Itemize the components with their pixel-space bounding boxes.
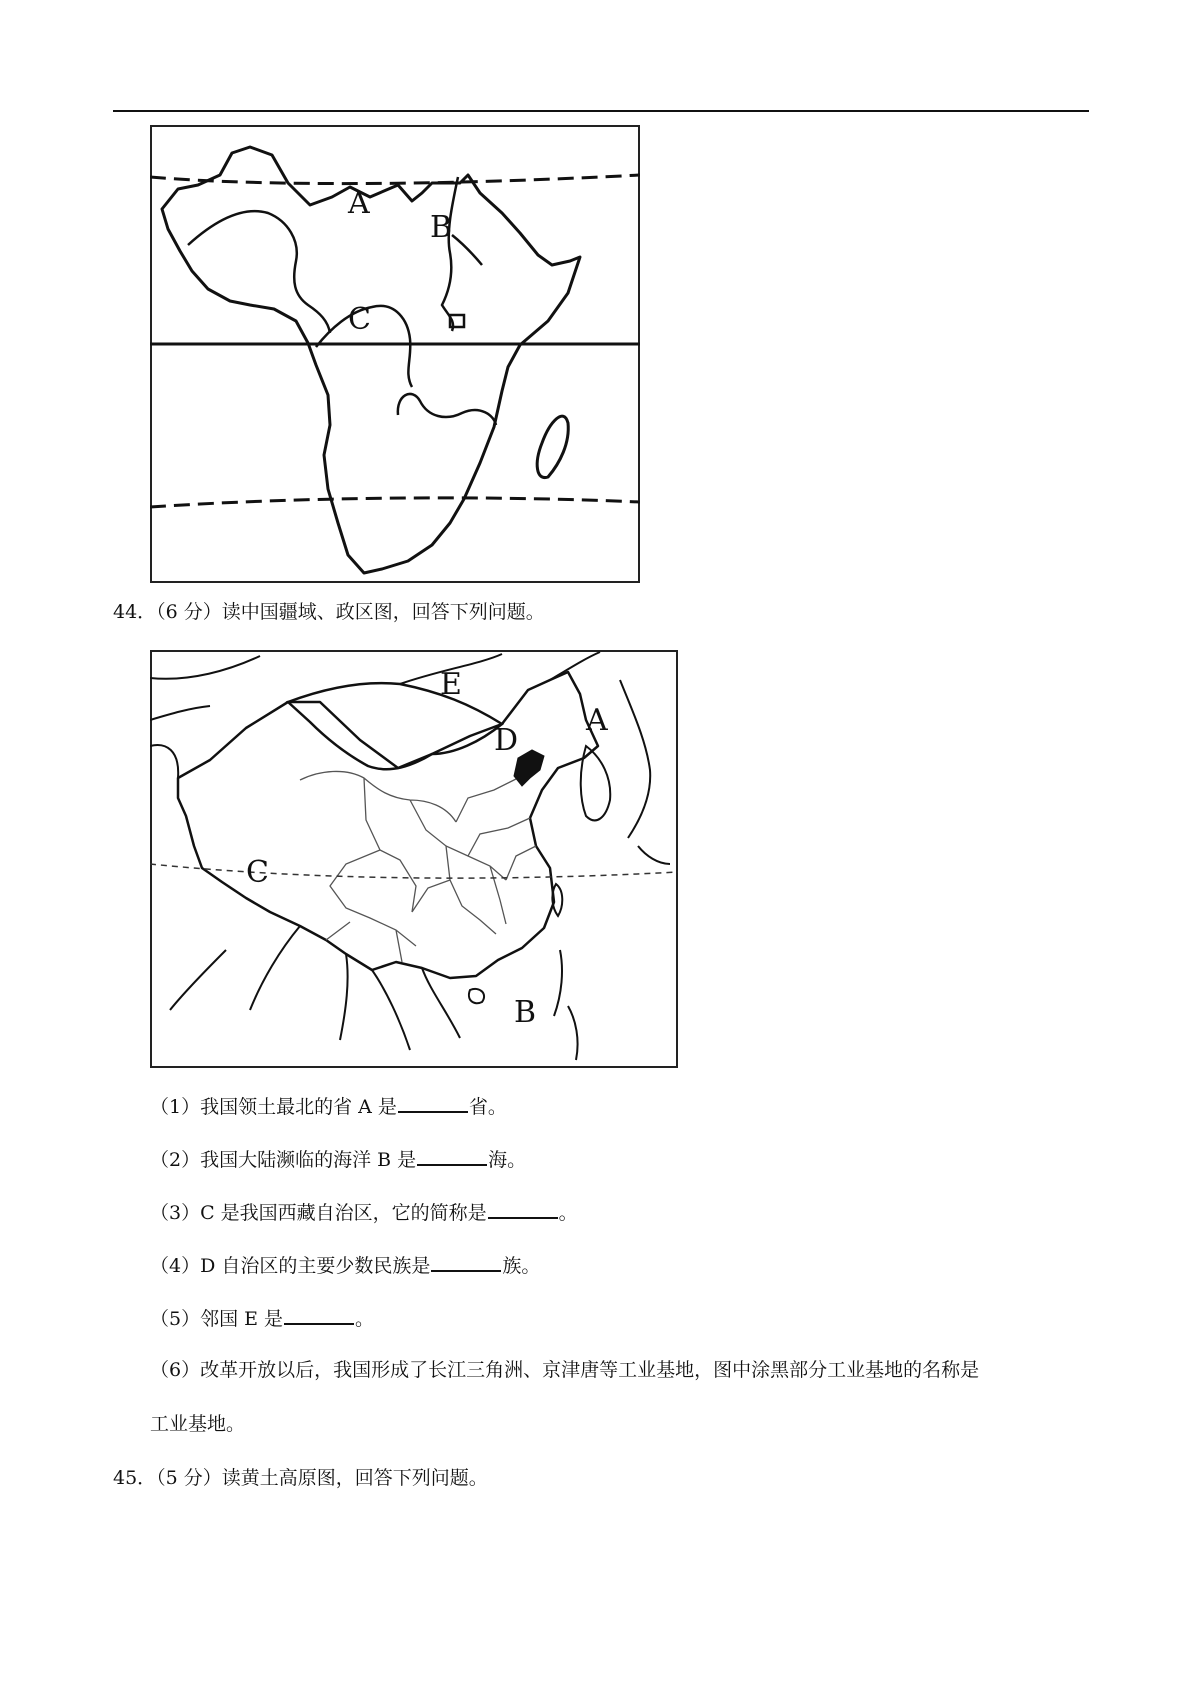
q44-sub4-prefix: （4）D 自治区的主要少数民族是 [150,1255,431,1277]
q44-sub1-prefix: （1）我国领土最北的省 A 是 [150,1096,397,1118]
answer-blank-2[interactable] [417,1146,487,1166]
q44-sub4-suffix: 族。 [502,1255,541,1277]
q44-sub2-suffix: 海。 [488,1149,527,1171]
answer-blank-5[interactable] [284,1305,354,1325]
q44-sub1-suffix: 省。 [468,1096,507,1118]
tropic-of-cancer-line [150,175,640,184]
china-label-a: A [586,703,608,738]
niger-river [188,211,330,333]
madagascar-outline [537,416,568,477]
q44-sub5-prefix: （5）邻国 E 是 [150,1308,284,1330]
q44-sub6-line2: 工业基地。 [150,1413,246,1435]
africa-label-a: A [348,186,370,221]
q44-sub2-prefix: （2）我国大陆濒临的海洋 B 是 [150,1149,417,1171]
q44-sub2 [150,1146,526,1172]
zambezi-river [398,394,496,425]
tropic-of-capricorn-line [150,498,640,507]
q44-sub1 [150,1093,507,1119]
china-outline [178,672,598,978]
q44-sub3 [150,1199,578,1225]
africa-label-c: C [348,302,371,337]
header-rule [113,110,1089,112]
china-label-b: B [514,995,537,1030]
jingjintang-region [514,750,544,786]
china-label-e: E [440,667,462,702]
answer-blank-1[interactable] [398,1093,468,1113]
philippine-islands [554,950,578,1060]
q44-sub3-prefix: （3）C 是我国西藏自治区，它的简称是 [150,1202,487,1224]
africa-label-b: B [430,210,453,245]
china-map [150,650,678,1068]
hainan-island [469,989,484,1003]
q45-header: 45．（5 分）读黄土高原图，回答下列问题。 [113,1467,488,1489]
province-lines [300,771,536,962]
china-label-c: C [246,855,269,890]
q44-sub3-suffix: 。 [558,1202,578,1224]
africa-map [150,125,640,583]
nile-river [442,177,482,331]
china-label-d: D [494,723,519,758]
q44-sub5-suffix: 。 [355,1308,375,1330]
tropic-of-cancer-china [150,864,678,878]
southeast-asia-outline [170,926,460,1050]
q44-sub5 [150,1305,374,1331]
mongolia-border [288,683,502,769]
answer-blank-3[interactable] [488,1199,558,1219]
q44-sub4 [150,1252,540,1278]
japan-islands [620,680,670,864]
q44-header: 44．（6 分）读中国疆域、政区图，回答下列问题。 [113,601,545,623]
answer-blank-4[interactable] [431,1252,501,1272]
q44-sub6-line1: （6）改革开放以后，我国形成了长江三角洲、京津唐等工业基地，图中涂黑部分工业基地的名称是 [150,1359,980,1381]
russia-border [150,652,600,684]
africa-outline [162,147,580,573]
